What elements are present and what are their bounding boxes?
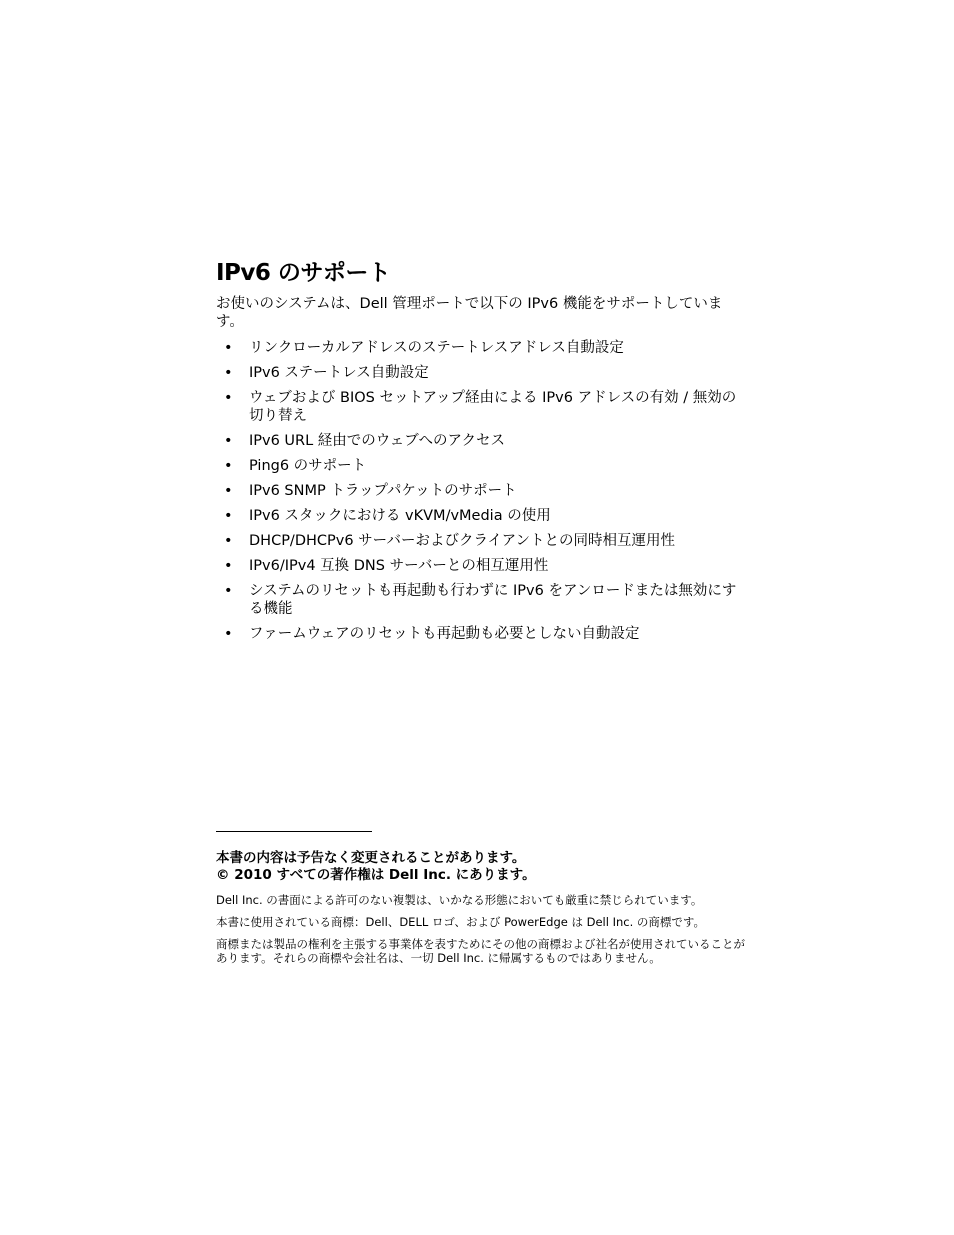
bullet-icon: • (224, 583, 233, 599)
bullet-icon: • (224, 558, 233, 574)
list-item (216, 457, 740, 475)
feature-text: リンクローカルアドレスのステートレスアドレス自動設定 (249, 340, 624, 356)
feature-text: IPv6 SNMP トラップパケットのサポート (249, 483, 517, 499)
footnote-divider (216, 831, 372, 832)
bullet-icon: • (224, 390, 233, 406)
bullet-icon: • (224, 433, 233, 449)
bullet-icon: • (224, 626, 233, 642)
feature-text: ファームウェアのリセットも再起動も必要としない自動設定 (249, 626, 640, 642)
list-item (216, 364, 740, 382)
copyright-line: © 2010 すべての著作権は Dell Inc. にあります。 (216, 867, 536, 883)
feature-text: IPv6 URL 経由でのウェブへのアクセス (249, 433, 506, 449)
list-item (216, 582, 740, 618)
feature-text: DHCP/DHCPv6 サーバーおよびクライアントとの同時相互運用性 (249, 533, 675, 549)
feature-text: IPv6 スタックにおける vKVM/vMedia の使用 (249, 508, 551, 524)
intro-text: お使いのシステムは、Dell 管理ポートで以下の IPv6 機能をサポートしています。 (216, 296, 723, 330)
notice-line: 本書の内容は予告なく変更されることがあります。 (216, 850, 526, 866)
list-item (216, 389, 740, 425)
legal-text-reproduction: Dell Inc. の書面による許可のない複製は、いかなる形態においても厳重に禁じられています。 (216, 893, 703, 907)
bullet-icon: • (224, 483, 233, 499)
list-item (216, 482, 740, 500)
feature-text: ウェブおよび BIOS セットアップ経由による IPv6 アドレスの有効 / 無効の切り替え (249, 390, 737, 424)
copyright-notice (216, 850, 746, 884)
feature-text: Ping6 のサポート (249, 458, 367, 474)
legal-text-other-marks: 商標または製品の権利を主張する事業体を表すためにその他の商標および社名が使用されていることがあります。それらの商標や会社名は、一切 Dell Inc. に帰属するものではありません。 (216, 937, 745, 965)
feature-text: システムのリセットも再起動も行わずに IPv6 をアンロードまたは無効にする機能 (249, 583, 737, 617)
list-item (216, 557, 740, 575)
bullet-icon: • (224, 340, 233, 356)
list-item (216, 432, 740, 450)
bullet-icon: • (224, 365, 233, 381)
list-item (216, 625, 740, 643)
section-title: IPv6 のサポート (216, 260, 391, 286)
feature-list (216, 339, 740, 650)
list-item (216, 532, 740, 550)
bullet-icon: • (224, 458, 233, 474)
bullet-icon: • (224, 533, 233, 549)
feature-text: IPv6 ステートレス自動設定 (249, 365, 429, 381)
list-item (216, 339, 740, 357)
feature-text: IPv6/IPv4 互換 DNS サーバーとの相互運用性 (249, 558, 549, 574)
bullet-icon: • (224, 508, 233, 524)
legal-text-trademarks: 本書に使用されている商標：Dell、DELL ロゴ、および PowerEdge は Dell Inc. の商標です。 (216, 915, 705, 929)
list-item (216, 507, 740, 525)
